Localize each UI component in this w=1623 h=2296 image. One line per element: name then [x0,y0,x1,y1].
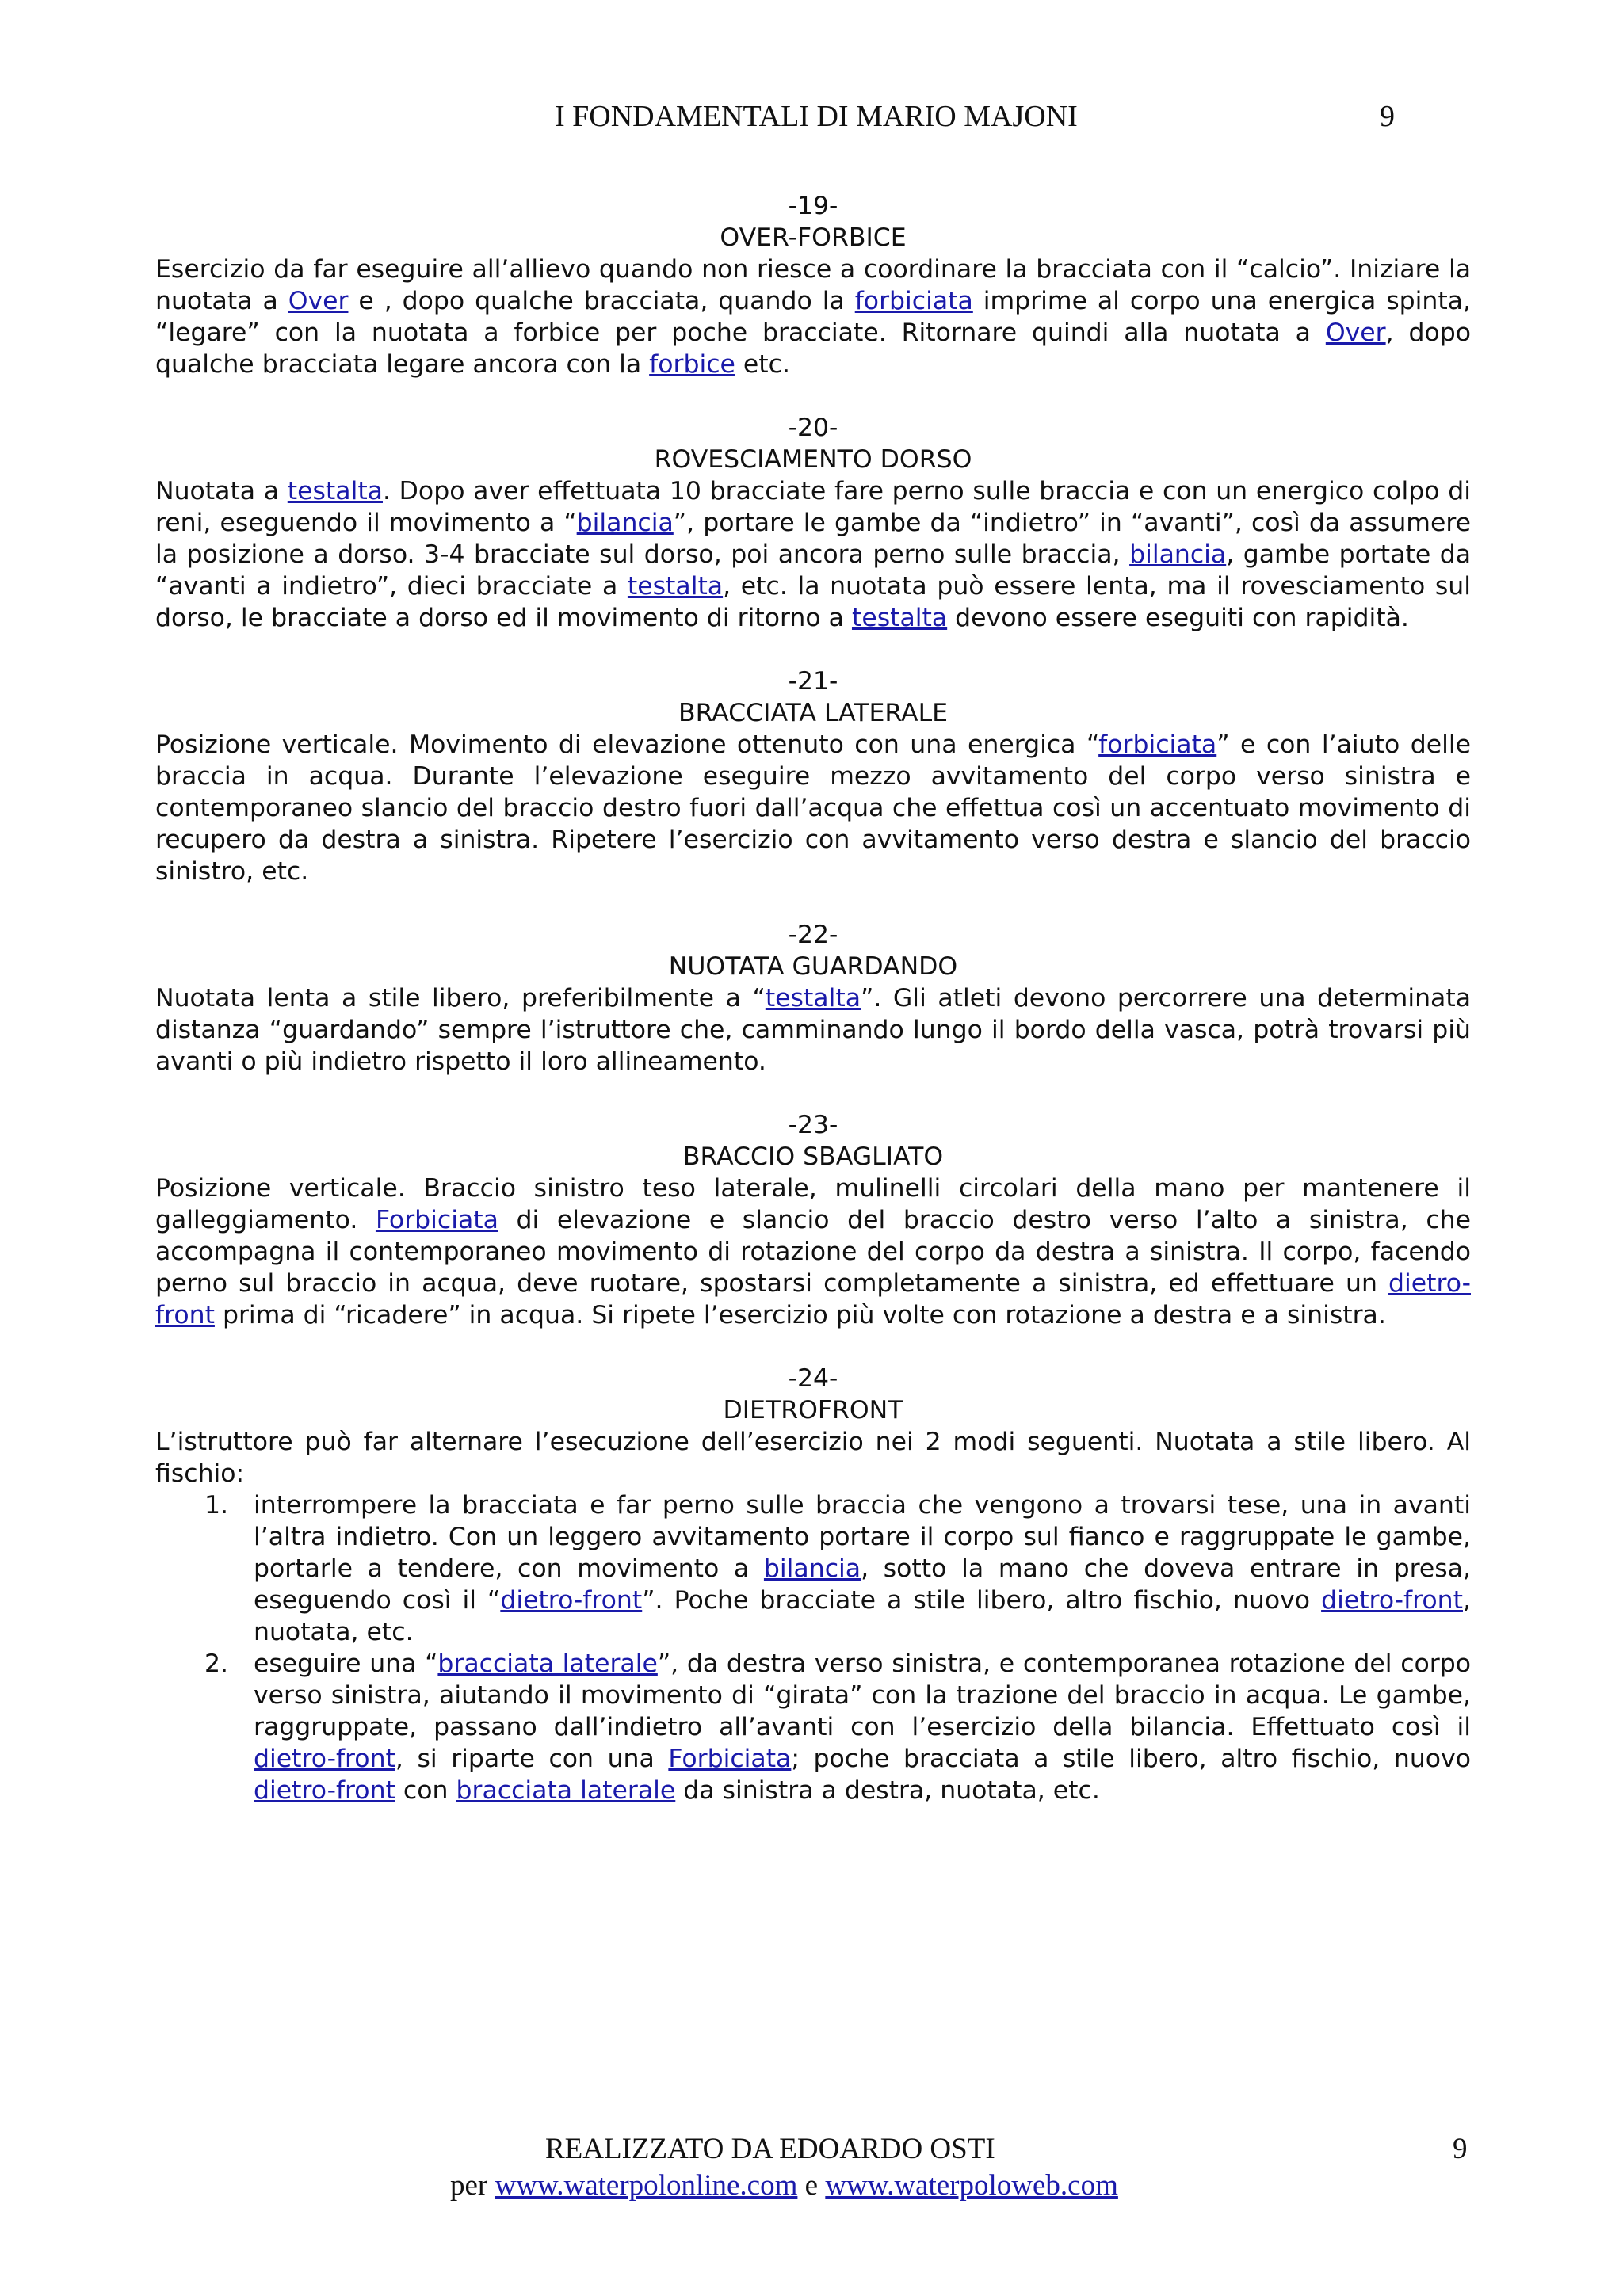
glossary-link[interactable]: testalta [765,984,861,1013]
glossary-link[interactable]: forbiciata [854,287,973,315]
text-run: con [395,1776,456,1805]
glossary-link[interactable]: dietro-front [254,1776,395,1805]
section-number: -20- [788,414,838,442]
header-title: I FONDAMENTALI DI MARIO MAJONI [555,100,1078,133]
text-run: Posizione verticale. Braccio sinistro teso laterale, mulinelli circolari della mano per mantenere il galleggiamento. [155,1174,1471,1234]
section-paragraph [155,254,1471,380]
text-run: , gambe portate da “avanti a indietro”, dieci bracciate a [155,540,1471,601]
list-item-text [254,1491,1471,1646]
section-number: -21- [788,667,838,696]
glossary-link[interactable]: testalta [287,477,383,505]
text-run: Posizione verticale. Movimento di elevazione ottenuto con una energica “ [155,730,1099,759]
section-title: ROVESCIAMENTO DORSO [654,445,972,474]
text-run: ”. Gli atleti devono percorrere una determinata distanza “guardando” sempre l’istruttore che, camminando lungo il bordo della vasca, potrà trovarsi più avanti o più indietro rispetto il loro allineamento. [155,984,1471,1076]
glossary-link[interactable]: bracciata laterale [456,1776,676,1805]
section-number: -19- [788,192,838,220]
text-run: , dopo qualche bracciata legare ancora con la [155,318,1472,379]
running-header [0,97,1623,136]
text-run: devono essere eseguiti con rapidità. [947,604,1409,632]
section-title: OVER-FORBICE [720,223,907,252]
list-marker: 2. [204,1650,229,1678]
exercise-section [155,1109,1471,1331]
section-paragraph [155,1173,1471,1331]
section-number: -23- [788,1111,838,1139]
text-run: prima di “ricadere” in acqua. Si ripete l’esercizio più volte con rotazione a destra e a sinistra. [214,1301,1386,1329]
text-run: ”. Poche bracciate a stile libero, altro fischio, nuovo [642,1586,1322,1615]
exercise-section [155,666,1471,887]
text-run: ; poche bracciata a stile libero, altro fischio, nuovo [791,1745,1471,1773]
glossary-link[interactable]: dietro-front [254,1745,395,1773]
body-text [155,190,1471,1806]
footer-links [450,2168,1118,2204]
exercise-section [155,412,1471,634]
text-run: Nuotata a [155,477,288,505]
exercise-section [155,919,1471,1077]
exercise-section [155,1363,1471,1806]
text-run: ”, da destra verso sinistra, e contemporanea rotazione del corpo verso sinistra, aiutando il movimento di “girata” con la trazione del braccio in acqua. Le gambe, raggruppate, passano dall’indietro all’avanti con l’esercizio della bilancia. Effettuato così il [254,1650,1471,1741]
glossary-link[interactable]: forbiciata [1098,730,1217,759]
glossary-link[interactable]: bilancia [1129,540,1227,569]
section-paragraph [155,982,1471,1077]
glossary-link[interactable]: dietro-front [155,1269,1471,1329]
glossary-link[interactable]: Forbiciata [668,1745,792,1773]
list-item [155,1648,1471,1806]
text-run: imprime al corpo una energica spinta, “legare” con la nuotata a forbice per poche bracciate. Ritornare quindi alla nuotata a [155,287,1471,347]
list-marker: 1. [204,1491,229,1520]
footer-credit: REALIZZATO DA EDOARDO OSTI [545,2133,995,2165]
text-run: , nuotata, etc. [254,1586,1471,1646]
glossary-link[interactable]: bracciata laterale [437,1650,658,1678]
footer-prefix: per [450,2169,488,2202]
text-run: Nuotata lenta a stile libero, preferibilmente a “ [155,984,766,1013]
glossary-link[interactable]: testalta [851,604,948,632]
text-run: etc. [735,350,790,379]
text-run: interrompere la bracciata e far perno sulle braccia che vengono a trovarsi tese, una in avanti l’altra indietro. Con un leggero avvitamento portare il corpo sul fianco e raggruppate le gambe, portarle a tendere, con movimento a [254,1491,1471,1583]
text-run: da sinistra a destra, nuotata, etc. [675,1776,1100,1805]
list-item [155,1489,1471,1648]
text-run: L’istruttore può far alternare l’esecuzione dell’esercizio nei 2 modi seguenti. Nuotata a stile libero. Al fischio: [155,1428,1471,1488]
section-paragraph [155,475,1471,634]
glossary-link[interactable]: dietro-front [500,1586,643,1615]
footer-link-waterpoloweb[interactable]: www.waterpoloweb.com [825,2169,1118,2202]
glossary-link[interactable]: forbice [649,350,735,379]
text-run: , etc. la nuotata può essere lenta, ma il rovesciamento sul dorso, le bracciate a dorso ed il movimento di ritorno a [155,572,1471,632]
section-title: DIETROFRONT [723,1396,903,1425]
text-run: Esercizio da far eseguire all’allievo quando non riesce a coordinare la bracciata con il “calcio”. Iniziare la nuotata a [155,255,1471,315]
exercise-section [155,190,1471,380]
section-title: NUOTATA GUARDANDO [668,952,958,981]
glossary-link[interactable]: testalta [627,572,724,601]
footer-link-waterpolonline[interactable]: www.waterpolonline.com [495,2169,798,2202]
text-run: e , dopo qualche bracciata, quando la [348,287,855,315]
glossary-link[interactable]: Over [288,287,349,315]
glossary-link[interactable]: bilancia [763,1554,861,1583]
text-run: ” e con l’aiuto delle braccia in acqua. Durante l’elevazione eseguire mezzo avvitamento del corpo verso sinistra e contemporaneo slancio del braccio destro fuori dall’acqua che effettua così un accentuato movimento di recupero da destra a sinistra. Ripetere l’esercizio con avvitamento verso destra e slancio del braccio sinistro, etc. [155,730,1471,886]
numbered-list [155,1489,1471,1806]
list-item-text [254,1650,1471,1805]
header-page-number: 9 [1380,100,1395,133]
glossary-link[interactable]: Over [1325,318,1386,347]
section-title: BRACCIATA LATERALE [678,699,949,727]
section-number: -22- [788,921,838,949]
footer-page-number: 9 [1453,2133,1468,2165]
text-run: , si riparte con una [395,1745,669,1773]
text-run: di elevazione e slancio del braccio destro verso l’alto a sinistra, che accompagna il contemporaneo movimento di rotazione del corpo da destra a sinistra. Il corpo, facendo perno sul braccio in acqua, deve ruotare, spostarsi completamente a sinistra, ed effettuare un [155,1206,1471,1298]
text-run: . Dopo aver effettuata 10 bracciate fare perno sulle braccia e con un energico colpo di reni, eseguendo il movimento a “ [155,477,1472,537]
text-run: ”, portare le gambe da “indietro” in “avanti”, così da assumere la posizione a dorso. 3-4 bracciate sul dorso, poi ancora perno sulle braccia, [155,509,1472,569]
glossary-link[interactable]: dietro-front [1321,1586,1463,1615]
footer-conjunction: e [804,2169,819,2202]
text-run: eseguire una “ [254,1650,438,1678]
section-title: BRACCIO SBAGLIATO [682,1142,944,1171]
section-paragraph [155,1426,1471,1489]
section-paragraph [155,729,1471,887]
section-number: -24- [788,1364,838,1393]
glossary-link[interactable]: bilancia [576,509,674,537]
glossary-link[interactable]: Forbiciata [375,1206,498,1234]
text-run: , sotto la mano che doveva entrare in presa, eseguendo così il “ [254,1554,1471,1615]
